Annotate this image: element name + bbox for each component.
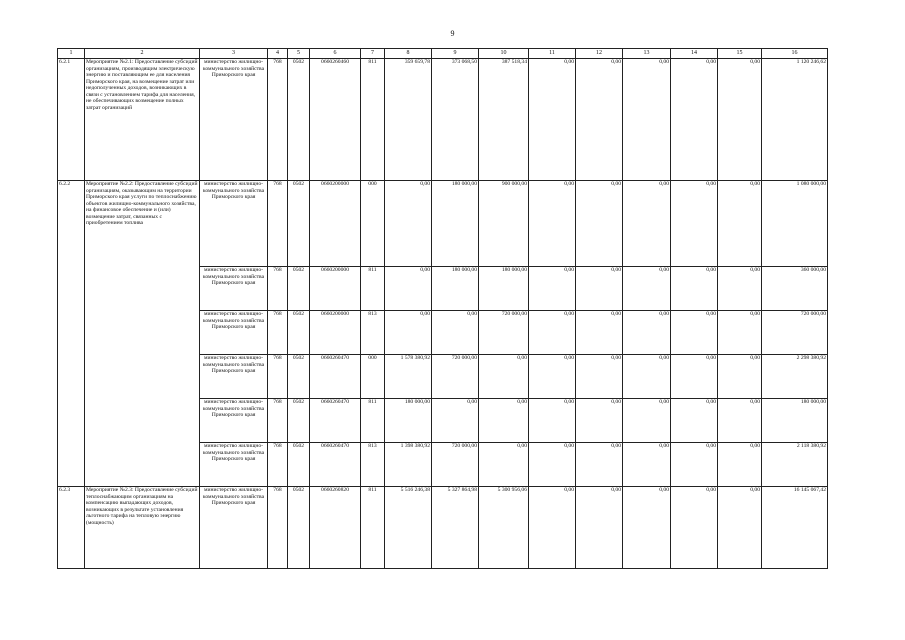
cell-c13: 0,00 xyxy=(623,311,671,355)
row-organization: министерство жилищно-коммунального хозяйства Приморского края xyxy=(200,311,268,355)
cell-c5: 0502 xyxy=(288,443,310,487)
column-header: 7 xyxy=(361,49,385,59)
cell-c11: 0,00 xyxy=(529,311,576,355)
cell-c9: 0,00 xyxy=(432,399,479,443)
column-header: 8 xyxy=(385,49,432,59)
cell-c12: 0,00 xyxy=(576,443,623,487)
cell-c10: 720 000,00 xyxy=(479,311,529,355)
cell-c13: 0,00 xyxy=(623,181,671,267)
row-id: 6.2.2 xyxy=(58,181,85,487)
cell-c12: 0,00 xyxy=(576,267,623,311)
cell-c15: 0,00 xyxy=(718,59,762,181)
cell-c10: 5 300 956,06 xyxy=(479,487,529,569)
row-description: Мероприятие №2.2: Предоставление субсидий организациям, оказывающим на территории Приморского края услуги по теплоснабжению объектов жилищно-коммунального хозяйства, на финансовое обеспечение и (или) возмещение затрат, связанных с приобретением топлива xyxy=(85,181,200,487)
cell-c15: 0,00 xyxy=(718,181,762,267)
cell-c7: 811 xyxy=(361,59,385,181)
cell-c10: 0,00 xyxy=(479,399,529,443)
cell-c13: 0,00 xyxy=(623,443,671,487)
column-header: 5 xyxy=(288,49,310,59)
column-header: 12 xyxy=(576,49,623,59)
cell-c8: 5 516 246,38 xyxy=(385,487,432,569)
cell-c9: 5 327 864,98 xyxy=(432,487,479,569)
cell-c7: 811 xyxy=(361,487,385,569)
column-header: 1 xyxy=(58,49,85,59)
cell-c15: 0,00 xyxy=(718,399,762,443)
cell-c8: 359 659,78 xyxy=(385,59,432,181)
cell-c10: 180 000,00 xyxy=(479,267,529,311)
cell-c12: 0,00 xyxy=(576,59,623,181)
cell-c16: 2 118 380,92 xyxy=(762,443,828,487)
cell-c7: 811 xyxy=(361,399,385,443)
cell-c5: 0502 xyxy=(288,355,310,399)
row-id: 6.2.3 xyxy=(58,487,85,569)
cell-c16: 180 000,00 xyxy=(762,399,828,443)
budget-table xyxy=(57,48,828,569)
cell-c5: 0502 xyxy=(288,181,310,267)
cell-c13: 0,00 xyxy=(623,399,671,443)
cell-c13: 0,00 xyxy=(623,487,671,569)
column-header: 16 xyxy=(762,49,828,59)
cell-c10: 387 518,34 xyxy=(479,59,529,181)
cell-c10: 0,00 xyxy=(479,443,529,487)
row-description: Мероприятие №2.3: Предоставление субсидий теплоснабжающим организациям на компенсацию выпадающих доходов, возникающих в результате установления льготного тарифа на тепловую энергию (мощность) xyxy=(85,487,200,569)
cell-c4: 768 xyxy=(268,443,288,487)
cell-c13: 0,00 xyxy=(623,355,671,399)
cell-c9: 180 000,00 xyxy=(432,267,479,311)
cell-c8: 0,00 xyxy=(385,181,432,267)
column-header: 15 xyxy=(718,49,762,59)
cell-c5: 0502 xyxy=(288,487,310,569)
cell-c11: 0,00 xyxy=(529,267,576,311)
column-header: 9 xyxy=(432,49,479,59)
cell-c15: 0,00 xyxy=(718,487,762,569)
column-header: 11 xyxy=(529,49,576,59)
cell-c6: 0660260470 xyxy=(310,443,361,487)
cell-c11: 0,00 xyxy=(529,487,576,569)
cell-c5: 0502 xyxy=(288,59,310,181)
cell-c7: 000 xyxy=(361,355,385,399)
cell-c16: 360 000,00 xyxy=(762,267,828,311)
cell-c6: 0660260460 xyxy=(310,59,361,181)
cell-c8: 0,00 xyxy=(385,267,432,311)
cell-c6: 0660260470 xyxy=(310,399,361,443)
column-header: 3 xyxy=(200,49,268,59)
cell-c16: 1 120 246,62 xyxy=(762,59,828,181)
cell-c14: 0,00 xyxy=(671,59,718,181)
cell-c4: 768 xyxy=(268,355,288,399)
cell-c15: 0,00 xyxy=(718,443,762,487)
cell-c16: 1 080 000,00 xyxy=(762,181,828,267)
cell-c15: 0,00 xyxy=(718,311,762,355)
cell-c7: 000 xyxy=(361,181,385,267)
cell-c11: 0,00 xyxy=(529,181,576,267)
cell-c12: 0,00 xyxy=(576,181,623,267)
column-header: 14 xyxy=(671,49,718,59)
cell-c6: 0660200000 xyxy=(310,267,361,311)
cell-c12: 0,00 xyxy=(576,311,623,355)
row-organization: министерство жилищно-коммунального хозяйства Приморского края xyxy=(200,267,268,311)
column-header: 4 xyxy=(268,49,288,59)
cell-c11: 0,00 xyxy=(529,399,576,443)
row-organization: министерство жилищно-коммунального хозяйства Приморского края xyxy=(200,487,268,569)
page-number: 9 xyxy=(450,29,455,38)
cell-c8: 180 000,00 xyxy=(385,399,432,443)
cell-c5: 0502 xyxy=(288,311,310,355)
cell-c9: 720 000,00 xyxy=(432,355,479,399)
row-organization: министерство жилищно-коммунального хозяйства Приморского края xyxy=(200,443,268,487)
cell-c9: 180 000,00 xyxy=(432,181,479,267)
cell-c5: 0502 xyxy=(288,267,310,311)
row-organization: министерство жилищно-коммунального хозяйства Приморского края xyxy=(200,399,268,443)
cell-c14: 0,00 xyxy=(671,443,718,487)
cell-c8: 1 578 380,92 xyxy=(385,355,432,399)
cell-c4: 768 xyxy=(268,267,288,311)
cell-c14: 0,00 xyxy=(671,267,718,311)
cell-c9: 0,00 xyxy=(432,311,479,355)
cell-c5: 0502 xyxy=(288,399,310,443)
cell-c4: 768 xyxy=(268,181,288,267)
cell-c6: 0660260470 xyxy=(310,355,361,399)
cell-c6: 0660200000 xyxy=(310,181,361,267)
row-id: 6.2.1 xyxy=(58,59,85,181)
table-row xyxy=(58,59,828,181)
cell-c13: 0,00 xyxy=(623,267,671,311)
cell-c6: 0660260820 xyxy=(310,487,361,569)
table-row xyxy=(58,487,828,569)
cell-c9: 720 000,00 xyxy=(432,443,479,487)
cell-c14: 0,00 xyxy=(671,311,718,355)
row-organization: министерство жилищно-коммунального хозяйства Приморского края xyxy=(200,181,268,267)
header-row xyxy=(58,49,828,59)
cell-c4: 768 xyxy=(268,487,288,569)
row-description: Мероприятие №2.1: Предоставление субсидий организациям, производящим электрическую энергию и поставляющим ее для населения Приморского края, на возмещение затрат или недополученных доходов, возникающих в связи с установлением тарифа для населения, не обеспечивающих возмещение полных затрат организаций xyxy=(85,59,200,181)
cell-c6: 0660200000 xyxy=(310,311,361,355)
cell-c4: 768 xyxy=(268,59,288,181)
cell-c8: 0,00 xyxy=(385,311,432,355)
table-row xyxy=(58,181,828,267)
cell-c16: 2 298 380,92 xyxy=(762,355,828,399)
cell-c16: 16 145 067,42 xyxy=(762,487,828,569)
column-header: 6 xyxy=(310,49,361,59)
cell-c14: 0,00 xyxy=(671,181,718,267)
cell-c11: 0,00 xyxy=(529,355,576,399)
cell-c4: 768 xyxy=(268,399,288,443)
cell-c10: 900 000,00 xyxy=(479,181,529,267)
table-body xyxy=(58,59,828,569)
cell-c14: 0,00 xyxy=(671,487,718,569)
cell-c7: 813 xyxy=(361,311,385,355)
cell-c8: 1 398 380,92 xyxy=(385,443,432,487)
cell-c12: 0,00 xyxy=(576,399,623,443)
cell-c11: 0,00 xyxy=(529,443,576,487)
row-organization: министерство жилищно-коммунального хозяйства Приморского края xyxy=(200,59,268,181)
cell-c10: 0,00 xyxy=(479,355,529,399)
cell-c12: 0,00 xyxy=(576,487,623,569)
cell-c14: 0,00 xyxy=(671,399,718,443)
cell-c13: 0,00 xyxy=(623,59,671,181)
row-organization: министерство жилищно-коммунального хозяйства Приморского края xyxy=(200,355,268,399)
cell-c4: 768 xyxy=(268,311,288,355)
cell-c7: 813 xyxy=(361,443,385,487)
cell-c16: 720 000,00 xyxy=(762,311,828,355)
cell-c14: 0,00 xyxy=(671,355,718,399)
cell-c7: 811 xyxy=(361,267,385,311)
cell-c15: 0,00 xyxy=(718,355,762,399)
cell-c12: 0,00 xyxy=(576,355,623,399)
column-header: 10 xyxy=(479,49,529,59)
column-header: 2 xyxy=(85,49,200,59)
cell-c9: 373 068,50 xyxy=(432,59,479,181)
cell-c11: 0,00 xyxy=(529,59,576,181)
cell-c15: 0,00 xyxy=(718,267,762,311)
column-header: 13 xyxy=(623,49,671,59)
